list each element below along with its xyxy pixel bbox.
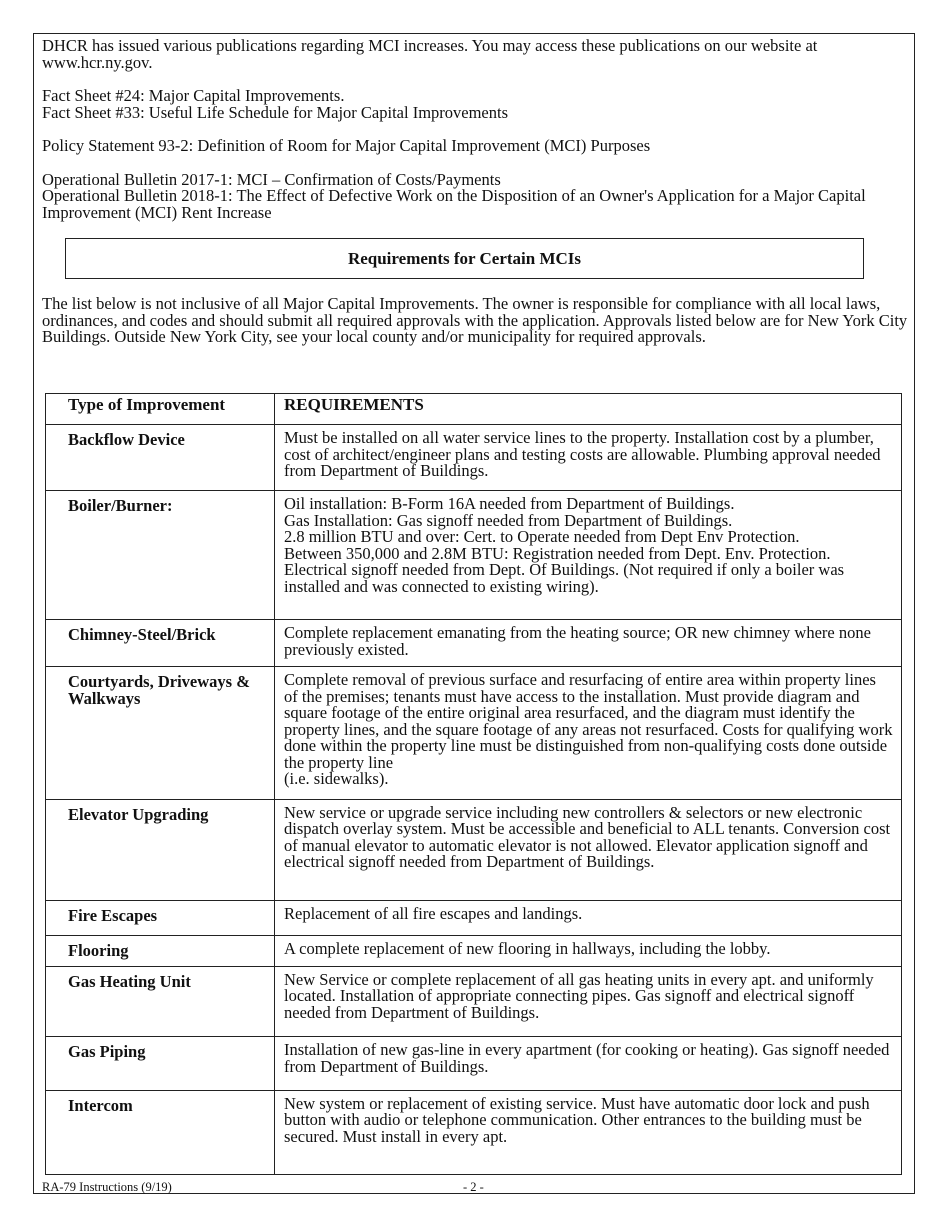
requirements-table [45,393,902,1175]
improvement-requirement: New service or upgrade service including new controllers & selectors or new electronic dispatch overlay system. Must be accessible and beneficial to ALL tenants. Conversion cost of manual elevator to automatic elevator is not allowed. Elevator application signoff and electrical signoff needed from Department of Buildings. [275,799,902,900]
improvement-requirement: Must be installed on all water service lines to the property. Installation cost by a plumber, cost of architect/engineer plans and testing costs are allowable. Plumbing approval needed from Department of Buildings. [275,425,902,491]
improvement-type: Boiler/Burner: [46,491,275,620]
table-row [46,1090,902,1175]
table-row [46,667,902,800]
improvement-requirement: Oil installation: B-Form 16A needed from Department of Buildings. Gas Installation: Gas signoff needed from Department of Buildings. 2.8 million BTU and over: Cert. to Operate needed from Dept Env Protection. Between 350,000 and 2.8M BTU: Registration needed from Dept. Env. Protection. Electrical signoff needed from Dept. Of Buildings. (Not required if only a boiler was installed and was connected to existing wiring). [275,491,902,620]
improvement-requirement: Installation of new gas-line in every apartment (for cooking or heating). Gas signoff needed from Department of Buildings. [275,1037,902,1090]
improvement-requirement: Complete replacement emanating from the heating source; OR new chimney where none previously existed. [275,620,902,667]
page-number: - 2 - [463,1180,484,1194]
improvement-type: Chimney-Steel/Brick [46,620,275,667]
improvement-type: Courtyards, Driveways & Walkways [46,667,275,800]
header-requirements: REQUIREMENTS [275,394,902,425]
table-row [46,620,902,667]
improvement-requirement: A complete replacement of new flooring in hallways, including the lobby. [275,935,902,966]
fact-sheet-24: Fact Sheet #24: Major Capital Improvements. [42,86,345,105]
improvement-requirement: New system or replacement of existing service. Must have automatic door lock and push button with audio or telephone communication. Other entrances to the building must be secured. Must install in every apt. [275,1090,902,1175]
improvement-requirement: Complete removal of previous surface and resurfacing of entire area within property lines of the premises; tenants must have access to the installation. Must provide diagram and square footage of the entire original area resurfaced, and the diagram must identify the property lines, and the square footage of any areas not resurfaced. Costs for qualifying work done within the property line must be distinguished from non-qualifying costs done outside the property line (i.e. sidewalks). [275,667,902,800]
form-id: RA-79 Instructions (9/19) [42,1180,172,1194]
table-header-row [46,394,902,425]
table-row [46,900,902,935]
improvement-type: Gas Piping [46,1037,275,1090]
table-row [46,935,902,966]
improvement-requirement: Replacement of all fire escapes and landings. [275,900,902,935]
table-row [46,425,902,491]
improvement-type: Elevator Upgrading [46,799,275,900]
policy-statement: Policy Statement 93-2: Definition of Room for Major Capital Improvement (MCI) Purposes [42,136,651,155]
improvement-type: Intercom [46,1090,275,1175]
improvement-type: Gas Heating Unit [46,966,275,1036]
table-row [46,799,902,900]
improvement-type: Backflow Device [46,425,275,491]
table-row [46,491,902,620]
bulletin-2018: Operational Bulletin 2018-1: The Effect of Defective Work on the Disposition of an Owner's Application for a Major Capital Improvement (MCI) Rent Increase [42,186,866,222]
publications-intro [42,38,912,221]
table-row [46,966,902,1036]
header-type: Type of Improvement [46,394,275,425]
improvement-type: Flooring [46,935,275,966]
improvement-type: Fire Escapes [46,900,275,935]
improvement-requirement: New Service or complete replacement of all gas heating units in every apt. and uniformly located. Installation of appropriate connecting pipes. Gas signoff and electrical signoff needed from Department of Buildings. [275,966,902,1036]
table-row [46,1037,902,1090]
bulletin-2017: Operational Bulletin 2017-1: MCI – Confirmation of Costs/Payments [42,169,501,189]
intro-website-text: DHCR has issued various publications regarding MCI increases. You may access these publications on our website at www.hcr.ny.gov. [42,36,818,72]
section-body: The list below is not inclusive of all Major Capital Improvements. The owner is responsible for compliance with all local laws, ordinances, and codes and should submit all required approvals with the application. Approvals listed below are for New York City Buildings. Outside New York City, see your local county and/or municipality for required approvals. [42,294,908,346]
fact-sheet-33: Fact Sheet #33: Useful Life Schedule for Major Capital Improvements [42,102,509,122]
section-heading: Requirements for Certain MCIs [65,238,864,279]
